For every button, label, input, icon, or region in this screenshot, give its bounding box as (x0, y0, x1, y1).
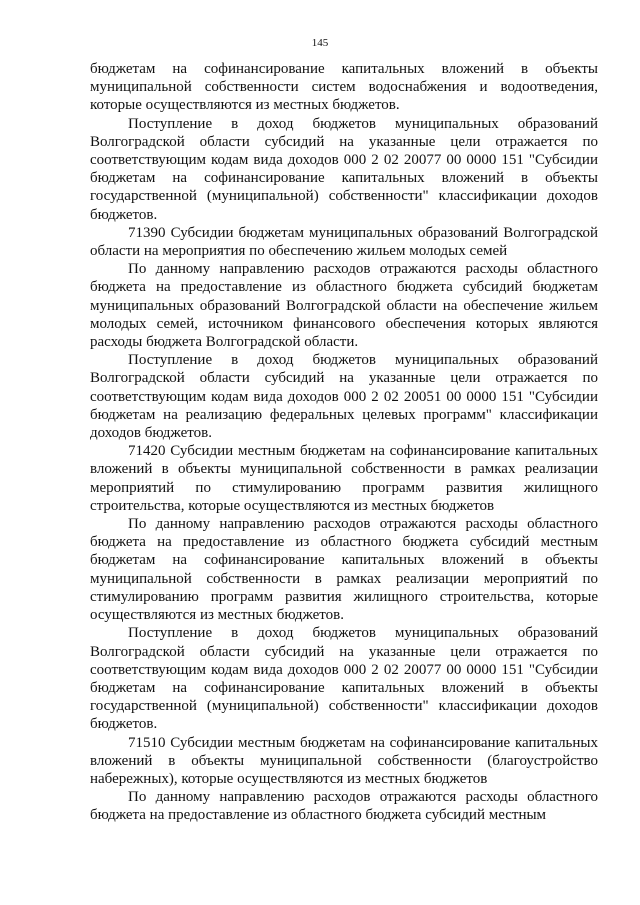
paragraph: По данному направлению расходов отражаются расходы областного бюджета на предоставление из областного бюджета субсидий бюджетам муниципальных образований Волгоградской области на обеспечение жильем молодых семей, источником финансового обеспечения которых являются расходы бюджета Волгоградской области. (90, 261, 598, 351)
paragraph: По данному направлению расходов отражаются расходы областного бюджета на предоставление из областного бюджета субсидий местным (90, 789, 598, 824)
section-heading: 71510 Субсидии местным бюджетам на софинансирование капитальных вложений в объекты муниципальной собственности (благоустройство набережных), которые осуществляются из местных бюджетов (90, 734, 598, 787)
paragraph: По данному направлению расходов отражаются расходы областного бюджета на предоставление из областного бюджета субсидий местным бюджетам на софинансирование капитальных вложений в объекты муниципальной собственности в рамках реализации мероприятий по стимулированию программ развития жилищного строительства, которые осуществляются из местных бюджетов. (90, 516, 598, 624)
document-body (90, 60, 598, 825)
paragraph: Поступление в доход бюджетов муниципальных образований Волгоградской области субсидий на указанные цели отражается по соответствующим кодам вида доходов 000 2 02 20051 00 0000 151 "Субсидии бюджетам на реализацию федеральных целевых программ" классификации доходов бюджетов. (90, 352, 598, 442)
section-heading: 71420 Субсидии местным бюджетам на софинансирование капитальных вложений в объекты муниципальной собственности в рамках реализации мероприятий по стимулированию программ развития жилищного строительства, которые осуществляются из местных бюджетов (90, 443, 598, 514)
paragraph: Поступление в доход бюджетов муниципальных образований Волгоградской области субсидий на указанные цели отражается по соответствующим кодам вида доходов 000 2 02 20077 00 0000 151 "Субсидии бюджетам на софинансирование капитальных вложений в объекты государственной (муниципальной) собственности" классификации доходов бюджетов. (90, 625, 598, 733)
page-number: 145 (311, 37, 329, 49)
paragraph: бюджетам на софинансирование капитальных вложений в объекты муниципальной собственности систем водоснабжения и водоотведения, которые осуществляются из местных бюджетов. (90, 61, 598, 114)
paragraph: Поступление в доход бюджетов муниципальных образований Волгоградской области субсидий на указанные цели отражается по соответствующим кодам вида доходов 000 2 02 20077 00 0000 151 "Субсидии бюджетам на софинансирование капитальных вложений в объекты государственной (муниципальной) собственности" классификации доходов бюджетов. (90, 115, 598, 223)
section-heading: 71390 Субсидии бюджетам муниципальных образований Волгоградской области на мероприятия по обеспечению жильем молодых семей (90, 224, 598, 260)
